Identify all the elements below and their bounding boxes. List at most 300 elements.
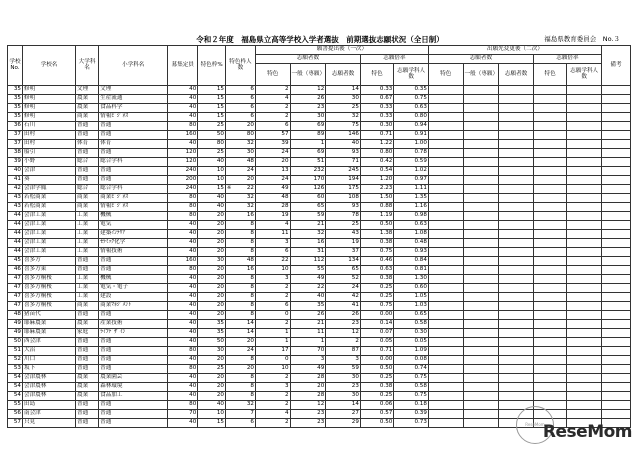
cell-total: 43	[326, 230, 361, 239]
table-body	[8, 86, 631, 428]
cell-special-pct: 20	[198, 392, 226, 401]
cell-ratio-subject: 0.05	[394, 338, 429, 347]
cell-total-2	[499, 140, 534, 149]
cell-total: 30	[326, 95, 361, 104]
cell-subject: 情報ﾋﾞｼﾞﾈｽ	[99, 203, 168, 212]
cell-special-pct: 40	[198, 158, 226, 167]
watermark-seal: ReseMom	[516, 406, 554, 444]
cell-special-pct: 40	[198, 401, 226, 410]
col-capacity: 募集定員	[168, 46, 198, 86]
table-row	[8, 311, 631, 320]
cell-general: 69	[290, 149, 326, 158]
table-row	[8, 329, 631, 338]
cell-special-pct: 20	[198, 284, 226, 293]
cell-special-count: 8	[225, 392, 255, 401]
cell-school-no: 46	[8, 266, 23, 275]
cell-remarks	[601, 311, 630, 320]
cell-general: 23	[290, 419, 326, 428]
cell-ratio-subject: 0.75	[394, 95, 429, 104]
cell-remarks	[601, 212, 630, 221]
cell-special-count: 8	[225, 230, 255, 239]
cell-ratio-subject-2	[567, 257, 602, 266]
cell-dept: 農業	[76, 104, 99, 113]
cell-special-count: 6	[225, 113, 255, 122]
cell-school-no: 47	[8, 284, 23, 293]
table-row	[8, 293, 631, 302]
cell-school-no: 47	[8, 275, 23, 284]
cell-ratio-special-2	[533, 239, 566, 248]
cell-dept: 普通	[76, 257, 99, 266]
table-header	[8, 46, 631, 86]
cell-special-count: 20	[225, 176, 255, 185]
special-count-value: 22	[246, 185, 254, 192]
cell-general-2	[463, 104, 499, 113]
cell-subject: 普通	[99, 257, 168, 266]
cell-ratio-subject: 0.30	[394, 329, 429, 338]
cell-total: 30	[326, 392, 361, 401]
cell-subject: 機械	[99, 212, 168, 221]
cell-capacity: 40	[168, 374, 198, 383]
cell-special-2	[428, 275, 463, 284]
applications-table	[7, 45, 631, 428]
cell-general: 22	[290, 284, 326, 293]
cell-ratio-special-2	[533, 275, 566, 284]
cell-total: 25	[326, 221, 361, 230]
cell-ratio-special: 0.30	[360, 122, 393, 131]
cell-special-pct: 10	[198, 167, 226, 176]
cell-remarks	[601, 176, 630, 185]
cell-special: 6	[255, 302, 290, 311]
cell-special-pct: 10	[198, 176, 226, 185]
cell-total-2	[499, 356, 534, 365]
cell-ratio-special: 0.33	[360, 86, 393, 95]
cell-ratio-special: 0.33	[360, 113, 393, 122]
col-dept: 大学科名	[76, 46, 99, 86]
cell-ratio-subject-2	[567, 284, 602, 293]
cell-ratio-subject: 0.39	[394, 410, 429, 419]
cell-school-no: 39	[8, 158, 23, 167]
cell-ratio-special-2	[533, 176, 566, 185]
cell-special-2	[428, 221, 463, 230]
cell-special: 17	[255, 347, 290, 356]
cell-remarks	[601, 365, 630, 374]
cell-special: 19	[255, 212, 290, 221]
cell-general: 49	[290, 275, 326, 284]
cell-remarks	[601, 140, 630, 149]
cell-ratio-special-2	[533, 302, 566, 311]
cell-total: 75	[326, 122, 361, 131]
cell-total: 175	[326, 185, 361, 194]
cell-capacity: 80	[168, 212, 198, 221]
cell-ratio-subject-2	[567, 158, 602, 167]
cell-general-2	[463, 158, 499, 167]
cell-special-pct: 50	[198, 338, 226, 347]
cell-general-2	[463, 185, 499, 194]
cell-school-no: 51	[8, 347, 23, 356]
cell-capacity: 80	[168, 122, 198, 131]
cell-special-count: 8	[225, 356, 255, 365]
cell-school-no: 44	[8, 230, 23, 239]
cell-ratio-special-2	[533, 167, 566, 176]
cell-general: 3	[290, 356, 326, 365]
cell-general-2	[463, 95, 499, 104]
cell-ratio-special-2	[533, 230, 566, 239]
cell-general: 31	[290, 248, 326, 257]
cell-general-2	[463, 329, 499, 338]
cell-general-2	[463, 140, 499, 149]
cell-total: 24	[326, 284, 361, 293]
cell-total: 65	[326, 266, 361, 275]
cell-special-pct: 15	[198, 95, 226, 104]
cell-ratio-subject: 0.80	[394, 113, 429, 122]
cell-ratio-special-2	[533, 266, 566, 275]
cell-ratio-special: 0.71	[360, 347, 393, 356]
cell-school-no: 44	[8, 212, 23, 221]
cell-general: 65	[290, 203, 326, 212]
cell-total: 78	[326, 212, 361, 221]
cell-ratio-subject-2	[567, 167, 602, 176]
cell-school-no: 56	[8, 410, 23, 419]
cell-remarks	[601, 131, 630, 140]
cell-dept: 工業	[76, 275, 99, 284]
cell-capacity: 80	[168, 203, 198, 212]
cell-ratio-subject-2	[567, 176, 602, 185]
table-row	[8, 203, 631, 212]
cell-school-name: 若松商業	[22, 194, 75, 203]
cell-school-name: 小野	[22, 158, 75, 167]
cell-ratio-special-2	[533, 122, 566, 131]
cell-dept: 商業	[76, 113, 99, 122]
cell-school-name: 田島	[22, 401, 75, 410]
cell-ratio-special: 0.00	[360, 311, 393, 320]
cell-special-2	[428, 257, 463, 266]
cell-subject: 普通	[99, 365, 168, 374]
cell-school-name: 若松商業	[22, 203, 75, 212]
cell-total-2	[499, 203, 534, 212]
cell-special-2	[428, 122, 463, 131]
cell-school-no: 53	[8, 365, 23, 374]
cell-total: 146	[326, 131, 361, 140]
cell-ratio-subject-2	[567, 293, 602, 302]
cell-capacity: 200	[168, 176, 198, 185]
cell-school-name: 大沼	[22, 347, 75, 356]
cell-school-name: 修明	[22, 95, 75, 104]
cell-general-2	[463, 284, 499, 293]
cell-total: 27	[326, 410, 361, 419]
cell-capacity: 40	[168, 383, 198, 392]
cell-remarks	[601, 293, 630, 302]
cell-capacity: 40	[168, 275, 198, 284]
cell-school-name: 修明	[22, 86, 75, 95]
cell-ratio-subject: 0.63	[394, 221, 429, 230]
cell-special: 3	[255, 383, 290, 392]
cell-special-2	[428, 212, 463, 221]
cell-capacity: 40	[168, 329, 198, 338]
cell-capacity: 80	[168, 365, 198, 374]
cell-remarks	[601, 338, 630, 347]
cell-total-2	[499, 122, 534, 131]
cell-special-pct: 25	[198, 365, 226, 374]
cell-ratio-special-2	[533, 293, 566, 302]
cell-dept: 商業	[76, 194, 99, 203]
cell-total: 26	[326, 311, 361, 320]
cell-total-2	[499, 374, 534, 383]
col-remarks: 備考	[601, 46, 630, 86]
cell-ratio-special: 1.19	[360, 212, 393, 221]
applicants-header-1: 志願者数	[255, 55, 360, 64]
cell-total-2	[499, 212, 534, 221]
cell-dept: 普通	[76, 167, 99, 176]
cell-capacity: 80	[168, 401, 198, 410]
cell-special-count: 20	[225, 122, 255, 131]
col-subject: 小学科名	[99, 46, 168, 86]
ratio-header-2: 志願倍率	[533, 55, 601, 64]
cell-remarks	[601, 374, 630, 383]
cell-ratio-subject: 0.59	[394, 158, 429, 167]
cell-school-name: 船引	[22, 149, 75, 158]
cell-special-count: 6	[225, 104, 255, 113]
cell-ratio-special-2	[533, 365, 566, 374]
cell-special: 4	[255, 95, 290, 104]
cell-special-pct: 10	[198, 410, 226, 419]
cell-remarks	[601, 401, 630, 410]
cell-special-count: 32	[225, 203, 255, 212]
cell-ratio-subject-2	[567, 221, 602, 230]
cell-remarks	[601, 356, 630, 365]
cell-school-no: 47	[8, 302, 23, 311]
cell-general-2	[463, 410, 499, 419]
table-row	[8, 320, 631, 329]
cell-special: 4	[255, 410, 290, 419]
cell-general-2	[463, 131, 499, 140]
cell-dept: 家庭	[76, 329, 99, 338]
cell-subject: 総合学科	[99, 185, 168, 194]
cell-special: 3	[255, 275, 290, 284]
cell-subject: 普通	[99, 338, 168, 347]
cell-ratio-special: 0.57	[360, 410, 393, 419]
cell-subject: 機械	[99, 275, 168, 284]
cell-special-count: 20	[225, 365, 255, 374]
cell-ratio-special-2	[533, 86, 566, 95]
cell-subject: 食品科学	[99, 104, 168, 113]
cell-total-2	[499, 338, 534, 347]
cell-general: 12	[290, 86, 326, 95]
table-row	[8, 104, 631, 113]
cell-special-count: 48	[225, 158, 255, 167]
table-row	[8, 302, 631, 311]
cell-subject: 体育	[99, 140, 168, 149]
cell-school-no: 35	[8, 86, 23, 95]
cell-total-2	[499, 86, 534, 95]
cell-school-no: 49	[8, 329, 23, 338]
cell-special: 2	[255, 401, 290, 410]
cell-general-2	[463, 401, 499, 410]
group-initial: 願書提出後（一次）	[255, 46, 428, 55]
cell-ratio-special-2	[533, 113, 566, 122]
cell-remarks	[601, 158, 630, 167]
cell-capacity: 40	[168, 140, 198, 149]
cell-total-2	[499, 311, 534, 320]
cell-dept: 普通	[76, 149, 99, 158]
cell-subject: 産業技術	[99, 320, 168, 329]
cell-ratio-subject-2	[567, 383, 602, 392]
cell-ratio-special-2	[533, 338, 566, 347]
cell-special: 6	[255, 122, 290, 131]
cell-school-name: 田村	[22, 140, 75, 149]
cell-ratio-special-2	[533, 392, 566, 401]
cell-school-no: 55	[8, 401, 23, 410]
cell-special-2	[428, 338, 463, 347]
cell-total: 42	[326, 293, 361, 302]
cell-school-name: 会津工業	[22, 248, 75, 257]
cell-general-2	[463, 320, 499, 329]
cell-subject: 普通	[99, 401, 168, 410]
cell-special-2	[428, 266, 463, 275]
cell-special-2	[428, 140, 463, 149]
cell-general-2	[463, 239, 499, 248]
cell-ratio-special: 0.50	[360, 365, 393, 374]
cell-remarks	[601, 185, 630, 194]
cell-dept: 普通	[76, 122, 99, 131]
ratio-header-1: 志願倍率	[360, 55, 428, 64]
cell-capacity: 40	[168, 104, 198, 113]
cell-general-2	[463, 212, 499, 221]
col-special-1: 特色	[255, 64, 290, 86]
cell-capacity: 40	[168, 113, 198, 122]
cell-special-pct: 15	[198, 104, 226, 113]
cell-special-2	[428, 239, 463, 248]
cell-ratio-subject: 1.05	[394, 293, 429, 302]
cell-general: 49	[290, 365, 326, 374]
cell-special-count: 8	[225, 383, 255, 392]
cell-ratio-special-2	[533, 347, 566, 356]
cell-ratio-subject: 0.75	[394, 374, 429, 383]
cell-special: 1	[255, 329, 290, 338]
cell-total: 93	[326, 203, 361, 212]
cell-ratio-special: 1.22	[360, 140, 393, 149]
cell-dept: 普通	[76, 311, 99, 320]
cell-total-2	[499, 194, 534, 203]
cell-total: 245	[326, 167, 361, 176]
cell-special-pct: 30	[198, 347, 226, 356]
cell-special-count: 8	[225, 239, 255, 248]
cell-general: 21	[290, 320, 326, 329]
cell-special-pct: 35	[198, 329, 226, 338]
cell-school-name: 喜多方桐桜	[22, 284, 75, 293]
cell-total-2	[499, 158, 534, 167]
cell-ratio-subject: 1.30	[394, 275, 429, 284]
cell-school-no: 35	[8, 104, 23, 113]
cell-special-pct: 15	[198, 185, 226, 194]
cell-special-pct: 15	[198, 86, 226, 95]
cell-ratio-special-2	[533, 320, 566, 329]
cell-special-pct: 20	[198, 266, 226, 275]
cell-special-2	[428, 176, 463, 185]
cell-general-2	[463, 203, 499, 212]
cell-remarks	[601, 266, 630, 275]
cell-total-2	[499, 221, 534, 230]
cell-ratio-subject-2	[567, 320, 602, 329]
cell-remarks	[601, 230, 630, 239]
cell-total: 32	[326, 113, 361, 122]
cell-special: 20	[255, 158, 290, 167]
table-row	[8, 221, 631, 230]
cell-school-no: 57	[8, 419, 23, 428]
cell-special-count: 8	[225, 221, 255, 230]
cell-capacity: 80	[168, 194, 198, 203]
cell-ratio-subject: 0.93	[394, 248, 429, 257]
cell-ratio-subject: 0.97	[394, 176, 429, 185]
applicants-header-2: 志願者数	[428, 55, 533, 64]
cell-ratio-subject: 0.94	[394, 122, 429, 131]
cell-special: 11	[255, 230, 290, 239]
cell-ratio-subject-2	[567, 392, 602, 401]
cell-special-count: 48	[225, 257, 255, 266]
col-special-2: 特色	[428, 64, 463, 86]
cell-special-pct: 15	[198, 419, 226, 428]
cell-ratio-subject-2	[567, 212, 602, 221]
cell-special: 2	[255, 113, 290, 122]
cell-general: 69	[290, 122, 326, 131]
cell-ratio-special-2	[533, 284, 566, 293]
cell-remarks	[601, 86, 630, 95]
cell-special-pct: 80	[198, 140, 226, 149]
cell-ratio-special-2	[533, 221, 566, 230]
cell-school-name: 田村	[22, 131, 75, 140]
cell-general: 16	[290, 239, 326, 248]
cell-dept: 普通	[76, 356, 99, 365]
cell-remarks	[601, 257, 630, 266]
cell-special: 22	[255, 257, 290, 266]
cell-special-count: 16	[225, 266, 255, 275]
cell-subject: 商業ﾏﾈｼﾞﾒﾝﾄ	[99, 302, 168, 311]
cell-general: 170	[290, 176, 326, 185]
cell-ratio-subject: 0.35	[394, 86, 429, 95]
cell-ratio-subject: 0.74	[394, 365, 429, 374]
cell-subject: 総合学科	[99, 158, 168, 167]
cell-special: 48	[255, 194, 290, 203]
table-row	[8, 185, 631, 194]
cell-special-count: 24	[225, 167, 255, 176]
cell-subject: 普通	[99, 167, 168, 176]
cell-ratio-special: 0.25	[360, 374, 393, 383]
cell-ratio-subject: 0.91	[394, 131, 429, 140]
cell-general-2	[463, 419, 499, 428]
cell-subject: 普通	[99, 311, 168, 320]
cell-ratio-special: 0.38	[360, 239, 393, 248]
cell-total: 194	[326, 176, 361, 185]
cell-capacity: 40	[168, 95, 198, 104]
cell-ratio-special-2	[533, 140, 566, 149]
cell-school-name: 川口	[22, 356, 75, 365]
cell-total: 37	[326, 248, 361, 257]
cell-special-2	[428, 374, 463, 383]
cell-school-name: 喜多方桐桜	[22, 275, 75, 284]
cell-special-count: 14	[225, 320, 255, 329]
cell-general: 12	[290, 401, 326, 410]
cell-special-pct: 40	[198, 203, 226, 212]
cell-general: 112	[290, 257, 326, 266]
cell-general: 55	[290, 266, 326, 275]
cell-special-pct: 20	[198, 356, 226, 365]
cell-ratio-special: 0.54	[360, 167, 393, 176]
cell-special-count: 8	[225, 275, 255, 284]
cell-special: 6	[255, 248, 290, 257]
cell-special-count: 16	[225, 212, 255, 221]
cell-ratio-subject: 1.08	[394, 230, 429, 239]
cell-special: 49	[255, 185, 290, 194]
cell-total-2	[499, 167, 534, 176]
